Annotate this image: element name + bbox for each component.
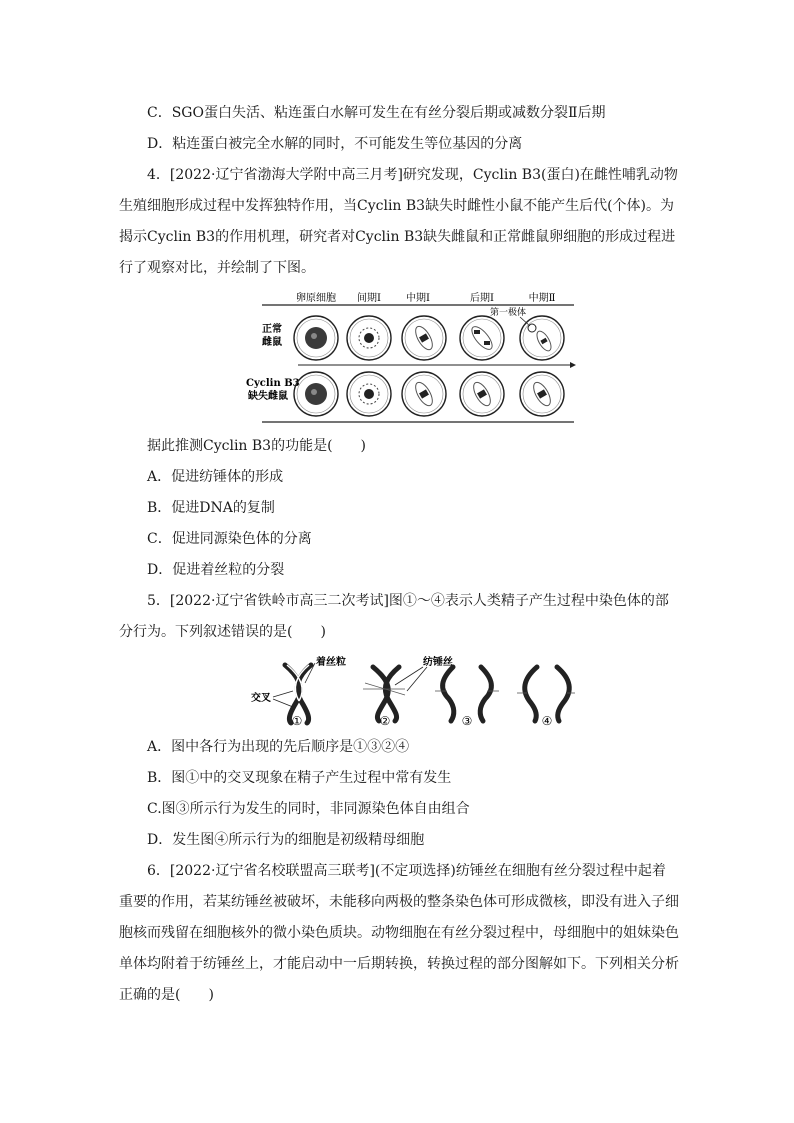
header-interphase-1: 间期Ⅰ [357,293,381,304]
q5-figure [245,653,575,729]
cell-mutant-oogonium [294,372,338,416]
q5-option-a[interactable]: A．图中各行为出现的先后顺序是①③②④ [147,739,410,755]
chromosome-fig-3 [435,667,499,728]
row-label-normal-2: 雌鼠 [262,337,282,348]
q6-stem-line-5: 正确的是( ) [119,987,214,1003]
label-first-polar-body: 第一极体 [489,308,527,318]
label-centromere: 着丝粒 [316,657,346,668]
q4-stem-line-3: 揭示Cyclin B3的作用机理，研究者对Cyclin B3缺失雌鼠和正常雌鼠卵细胞的形成过程进 [119,229,676,245]
q6-stem-line-4: 单体均附着于纺锤丝上，才能启动中一后期转换，转换过程的部分图解如下。下列相关分析 [119,956,679,972]
chromosome-fig-1 [251,655,346,728]
figure-number-3: ③ [461,714,473,728]
figure-number-4: ④ [541,714,553,728]
header-oogonium: 卵原细胞 [296,293,336,304]
figure-number-2: ② [379,714,391,728]
q5-option-b[interactable]: B．图①中的交叉现象在精子产生过程中常有发生 [147,770,452,786]
cell-mutant-metaphase-1 [402,372,446,416]
q5-stem-line-2: 分行为。下列叙述错误的是( ) [119,624,326,640]
chromosome-fig-2 [363,655,453,728]
q4-stem-line-2: 生殖细胞形成过程中发挥独特作用，当Cyclin B3缺失时雌性小鼠不能产生后代(个体)。为 [119,198,675,214]
header-anaphase-1: 后期Ⅰ [470,293,494,304]
q5-option-c[interactable]: C.图③所示行为发生的同时，非同源染色体自由组合 [147,801,470,817]
q5-stem-line-1: 5．[2022·辽宁省铁岭市高三二次考试]图①～④表示人类精子产生过程中染色体的部 [147,593,669,609]
q4-question: 据此推测Cyclin B3的功能是( ) [147,438,367,454]
q6-stem-line-3: 胞核而残留在细胞核外的微小染色质块。动物细胞在有丝分裂过程中，母细胞中的姐妹染色 [119,925,679,941]
row-label-mutant-1: Cyclin B3 [246,378,300,389]
figure-number-1: ① [291,714,303,728]
option-d-prev: D．粘连蛋白被完全水解的同时，不可能发生等位基因的分离 [147,136,523,152]
header-metaphase-1: 中期Ⅰ [406,293,430,304]
q4-option-c[interactable]: C．促进同源染色体的分离 [147,531,312,547]
row-label-normal-1: 正常 [262,324,282,335]
q4-stem-line-4: 行了观察对比，并绘制了下图。 [119,260,315,276]
q4-option-a[interactable]: A．促进纺锤体的形成 [147,469,284,485]
cell-normal-metaphase-1 [402,316,446,360]
label-crossover: 交叉 [251,693,271,704]
q4-figure [240,288,580,424]
q5-option-d[interactable]: D．发生图④所示行为的细胞是初级精母细胞 [147,832,425,848]
q4-option-b[interactable]: B．促进DNA的复制 [147,500,275,516]
q4-option-d[interactable]: D．促进着丝粒的分裂 [147,562,285,578]
cell-mutant-metaphase-2 [520,372,564,416]
cell-normal-oogonium [294,316,338,360]
option-c-prev: C．SGO蛋白失活、粘连蛋白水解可发生在有丝分裂后期或减数分裂Ⅱ后期 [147,105,606,121]
q4-stem-line-1: 4．[2022·辽宁省渤海大学附中高三月考]研究发现，Cyclin B3(蛋白)在雌性哺乳动物 [147,167,678,183]
q6-stem-line-1: 6．[2022·辽宁省名校联盟高三联考](不定项选择)纺锤丝在细胞有丝分裂过程中起着 [147,863,666,879]
cell-normal-metaphase-2 [520,316,564,360]
label-spindle: 纺锤丝 [423,657,453,668]
chromosome-fig-4 [517,667,575,728]
row-label-mutant-2: 缺失雌鼠 [248,391,288,402]
cell-mutant-interphase [347,372,391,416]
cell-mutant-anaphase-1 [460,372,504,416]
header-metaphase-2: 中期Ⅱ [528,293,556,304]
cell-normal-interphase [347,316,391,360]
cell-normal-anaphase-1 [460,316,504,360]
q6-stem-line-2: 重要的作用，若某纺锤丝被破坏，未能移向两极的整条染色体可形成微核，即没有进入子细 [119,894,679,910]
